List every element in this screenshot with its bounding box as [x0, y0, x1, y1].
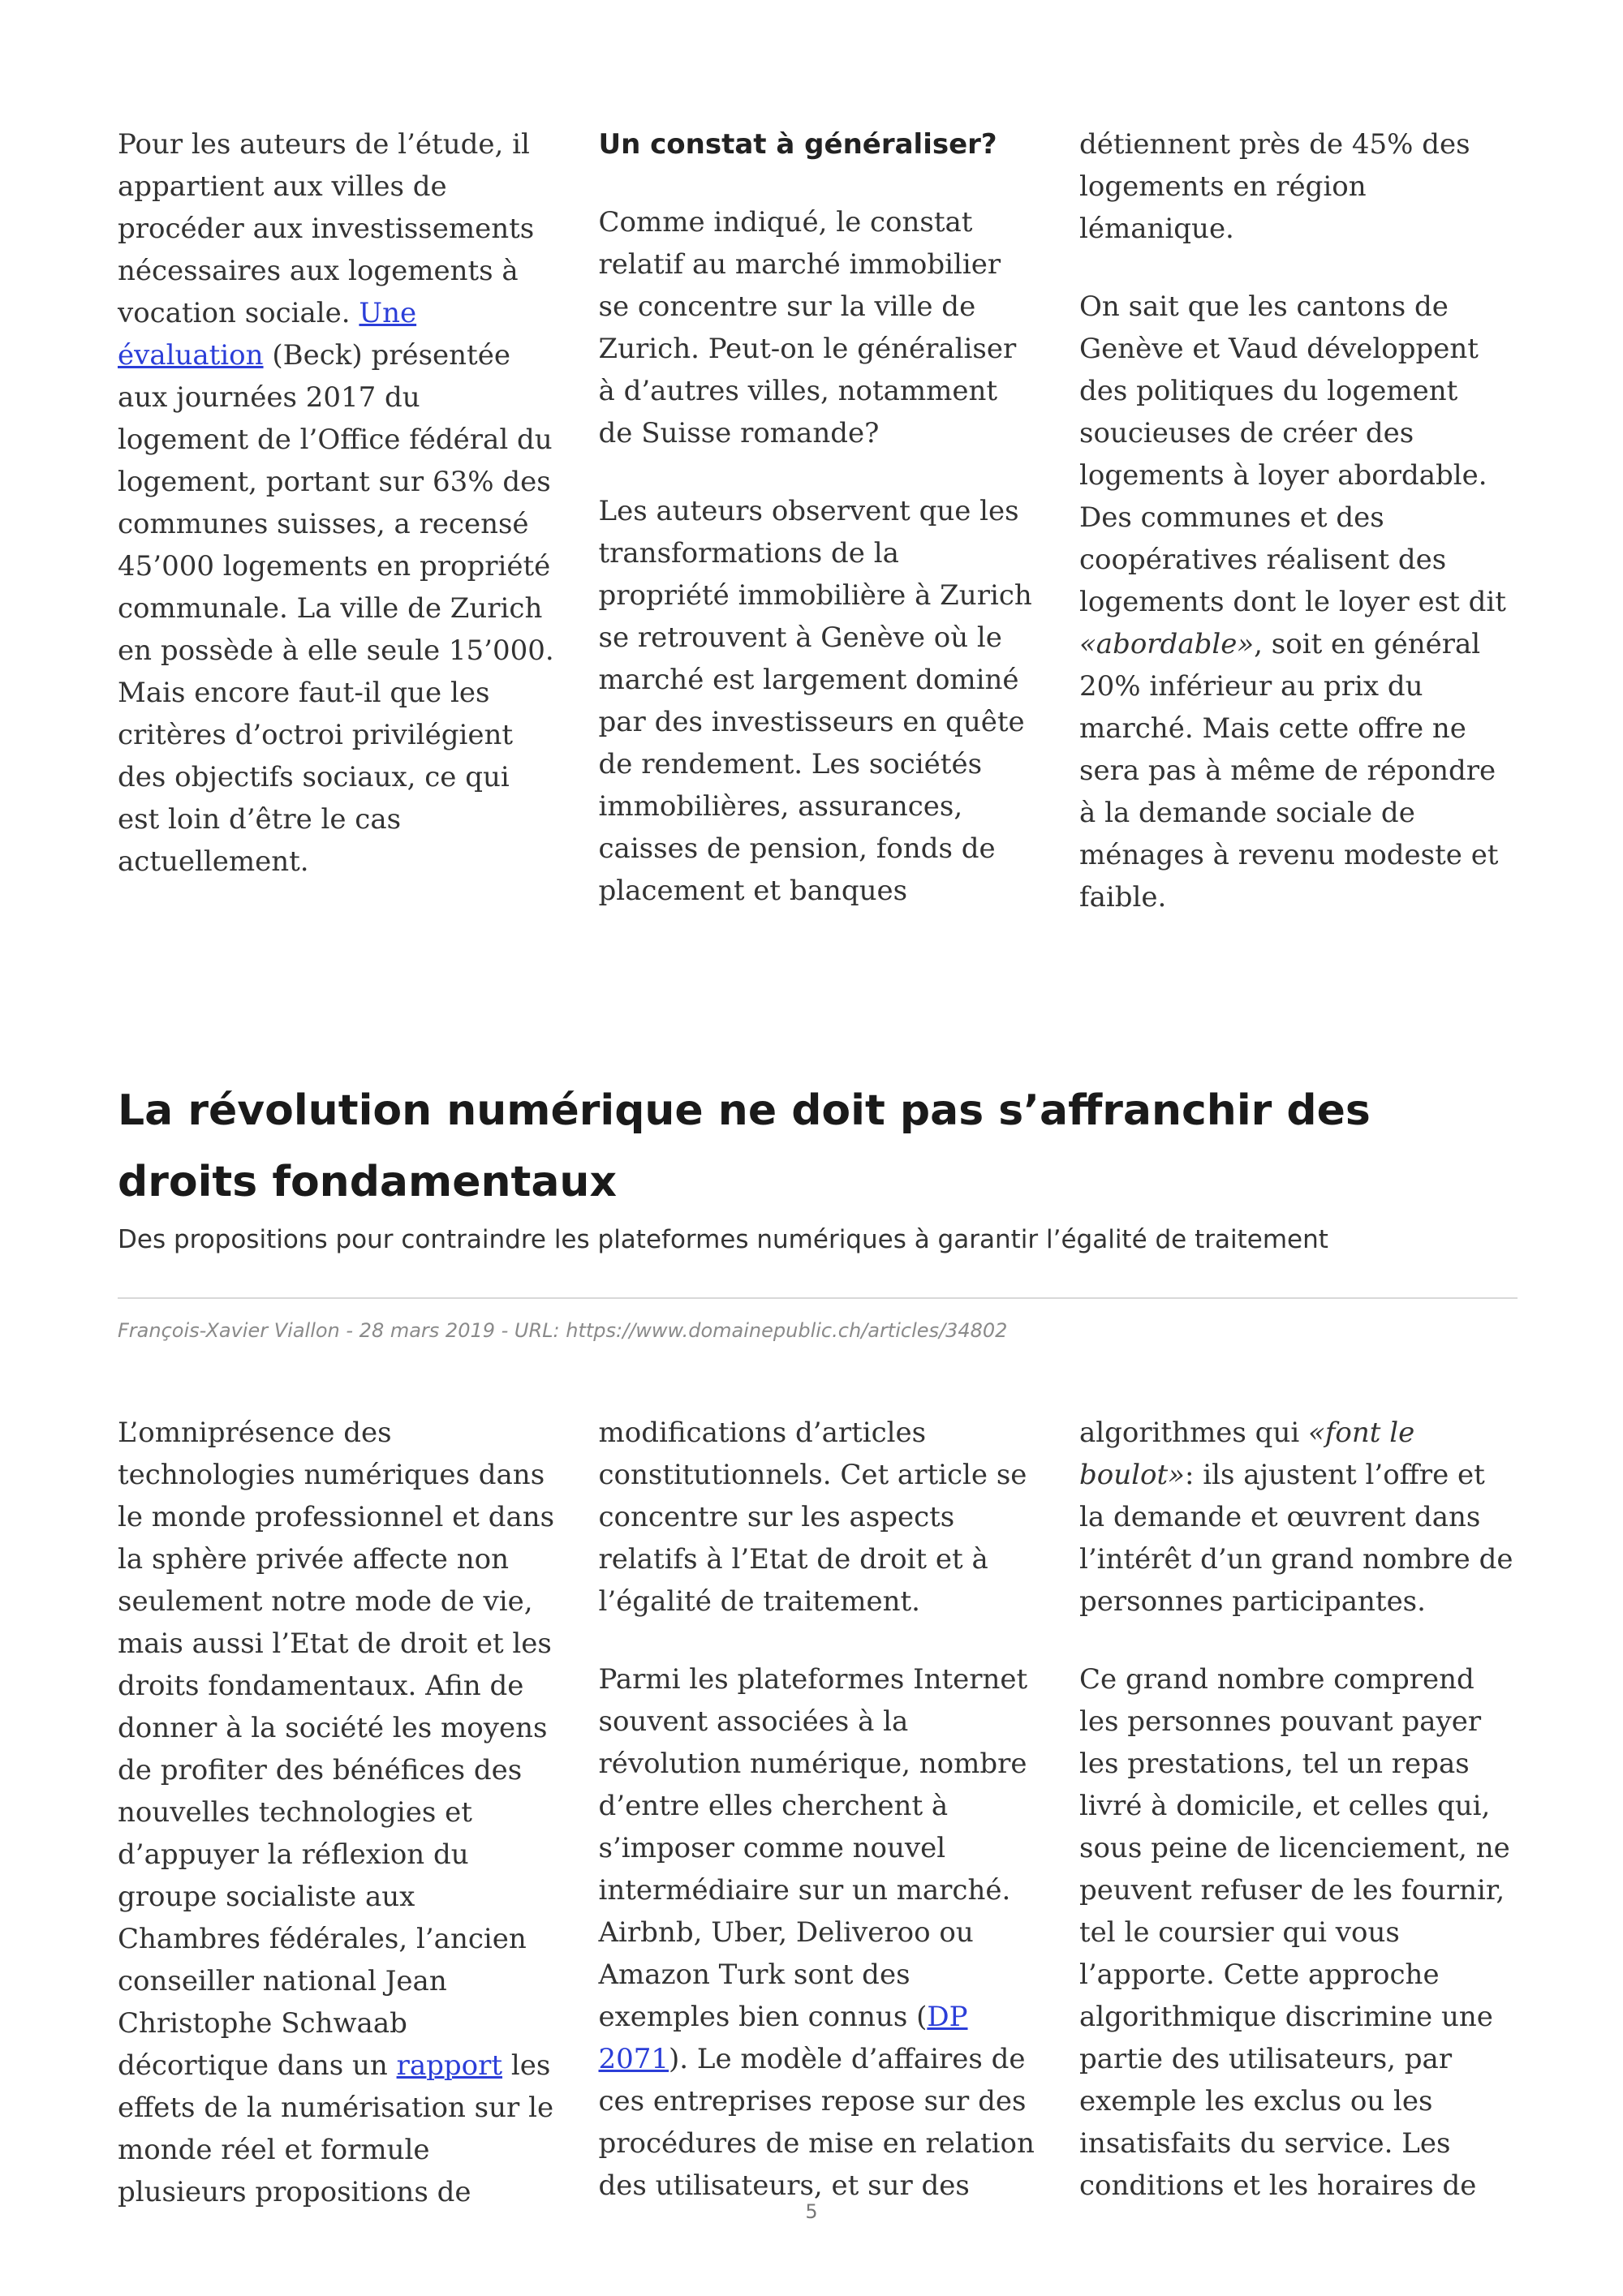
previous-article-column-2 [599, 123, 1037, 918]
article-column-2 [599, 1412, 1037, 2213]
previous-article-paragraph: On sait que les cantons de Genève et Vaud développent des politiques du logement soucieuses de créer des logements à loyer abordable. Des communes et des coopératives réalisent des logements dont le loyer est dit «abordable», soit en général 20% inférieur au prix du marché. Mais cette offre ne sera pas à même de répondre à la demande sociale de ménages à revenu modeste et faible. [1079, 290, 1506, 914]
article-paragraph: L’omniprésence des technologies numériques dans le monde professionnel et dans la sphère privée affecte non seulement notre mode de vie, mais aussi l’Etat de droit et les droits fondamentaux. Afin de donner à la société les moyens de profiter des bénéfices des nouvelles technologies et d’appuyer la réflexion du groupe socialiste aux Chambres fédérales, l’ancien conseiller national Jean Christophe Schwaab décortique dans un rapport les effets de la numérisation sur le monde réel et formule plusieurs propositions de [118, 1417, 555, 2208]
previous-article-columns [118, 123, 1518, 918]
article-column-3 [1079, 1412, 1518, 2213]
article-paragraph: algorithmes qui «font le boulot»: ils ajustent l’offre et la demande et œuvrent dans l’intérêt d’un grand nombre de personnes participantes. [1079, 1417, 1513, 1618]
article-column-1 [118, 1412, 556, 2213]
header-divider [118, 1297, 1518, 1299]
article-title: La révolution numérique ne doit pas s’affranchir des droits fondamentaux [118, 1086, 1371, 1206]
article-subtitle: Des propositions pour contraindre les plateformes numériques à garantir l’égalité de traitement [118, 1225, 1328, 1254]
page-number: 5 [805, 2200, 818, 2223]
previous-article-column-3 [1079, 123, 1518, 918]
previous-article-paragraph: Les auteurs observent que les transformations de la propriété immobilière à Zurich se retrouvent à Genève où le marché est largement dominé par des investisseurs en quête de rendement. Les sociétés immobilières, assurances, caisses de pension, fonds de placement et banques [598, 495, 1032, 907]
previous-article-paragraph: détiennent près de 45% des logements en région lémanique. [1079, 128, 1470, 245]
previous-article-paragraph: Pour les auteurs de l’étude, il appartient aux villes de procéder aux investissements nécessaires aux logements à vocation sociale. Une évaluation (Beck) présentée aux journées 2017 du logement de l’Office fédéral du logement, portant sur 63% des communes suisses, a recensé 45’000 logements en propriété communale. La ville de Zurich en possède à elle seule 15’000. Mais encore faut-il que les critères d’octroi privilégient des objectifs sociaux, ce qui est loin d’être le cas actuellement. [118, 128, 554, 878]
report-link[interactable]: rapport [396, 2049, 503, 2082]
previous-article-paragraph: Comme indiqué, le constat relatif au marché immobilier se concentre sur la ville de Zurich. Peut-on le généraliser à d’autres villes, notamment de Suisse romande? [598, 206, 1017, 449]
article-paragraph: modifications d’articles constitutionnels. Cet article se concentre sur les aspects relatifs à l’Etat de droit et à l’égalité de traitement. [598, 1417, 1027, 1618]
previous-article-column-1 [118, 123, 556, 918]
dp-2071-link[interactable]: DP 2071 [598, 2001, 968, 2075]
article-paragraph: Parmi les plateformes Internet souvent associées à la révolution numérique, nombre d’entre elles cherchent à s’imposer comme nouvel intermédiaire sur un marché. Airbnb, Uber, Deliveroo ou Amazon Turk sont des exemples bien connus (DP 2071). Le modèle d’affaires de ces entreprises repose sur des procédures de mise en relation des utilisateurs, et sur des [598, 1663, 1035, 2202]
evaluation-link[interactable]: Une évaluation [118, 297, 417, 372]
article-byline: François-Xavier Viallon - 28 mars 2019 - URL: https://www.domainepublic.ch/articles/34802 [118, 1319, 1008, 1342]
article-columns [118, 1412, 1518, 2213]
article-paragraph: Ce grand nombre comprend les personnes pouvant payer les prestations, tel un repas livré à domicile, et celles qui, sous peine de licenciement, ne peuvent refuser de les fournir, tel le coursier qui vous l’apporte. Cette approche algorithmique discrimine une partie des utilisateurs, par exemple les exclus ou les insatisfaits du service. Les conditions et les horaires de [1079, 1663, 1510, 2202]
section-heading: Un constat à généraliser? [598, 128, 997, 161]
